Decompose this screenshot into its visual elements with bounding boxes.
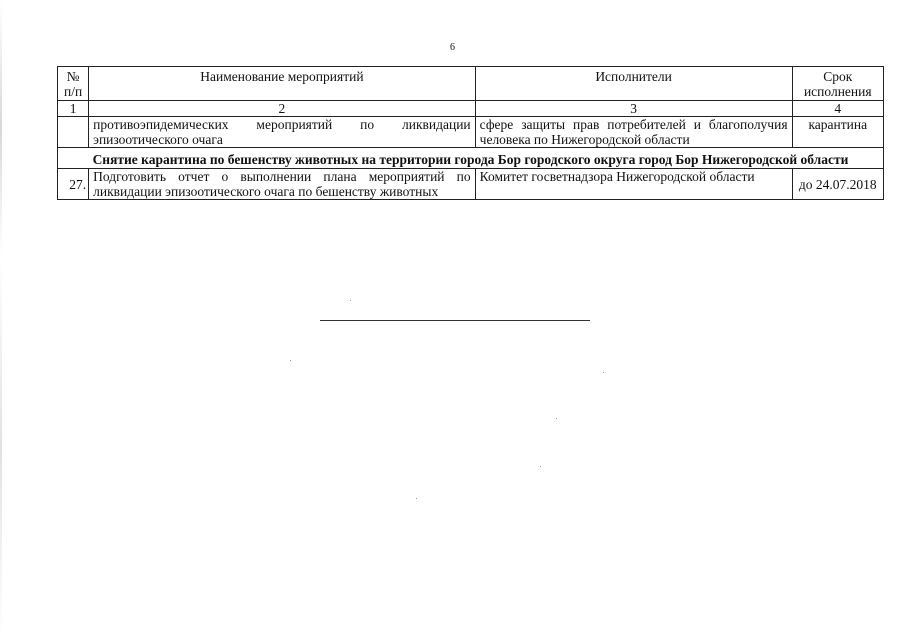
header-name: Наименование мероприятий <box>89 67 476 101</box>
table-index-row <box>58 101 884 117</box>
index-cell: 1 <box>58 101 89 117</box>
index-cell: 3 <box>475 101 792 117</box>
header-deadline: Срок исполнения <box>792 67 883 101</box>
row-deadline: до 24.07.2018 <box>792 169 883 200</box>
scan-speck <box>350 300 351 301</box>
row-name: противоэпидемических мероприятий по ликвидации эпизоотического очага <box>89 117 476 148</box>
scan-speck <box>416 498 417 499</box>
header-num: № п/п <box>58 67 89 101</box>
section-row <box>58 148 884 169</box>
section-title: Снятие карантина по бешенству животных на территории города Бор городского округа город Бор Нижегородской области <box>58 148 884 169</box>
table-row-continued <box>58 117 884 148</box>
page-number: 6 <box>450 42 455 53</box>
row-deadline: карантина <box>792 117 883 148</box>
measures-table <box>57 66 884 200</box>
index-cell: 2 <box>89 101 476 117</box>
row-name: Подготовить отчет о выполнении плана мероприятий по ликвидации эпизоотического очага по бешенству животных <box>89 169 476 200</box>
row-num-empty <box>58 117 89 148</box>
row-executors: Комитет госветнадзора Нижегородской области <box>475 169 792 200</box>
scan-speck <box>290 360 291 361</box>
row-executors: сфере защиты прав потребителей и благополучия человека по Нижегородской области <box>475 117 792 148</box>
row-num: 27. <box>58 169 89 200</box>
scan-speck <box>540 466 541 467</box>
scan-speck <box>556 418 557 419</box>
scan-edge-shadow <box>0 0 2 640</box>
table-row <box>58 169 884 200</box>
table-header-row <box>58 67 884 101</box>
scan-speck <box>603 372 604 373</box>
index-cell: 4 <box>792 101 883 117</box>
header-executors: Исполнители <box>475 67 792 101</box>
end-rule <box>320 320 590 321</box>
